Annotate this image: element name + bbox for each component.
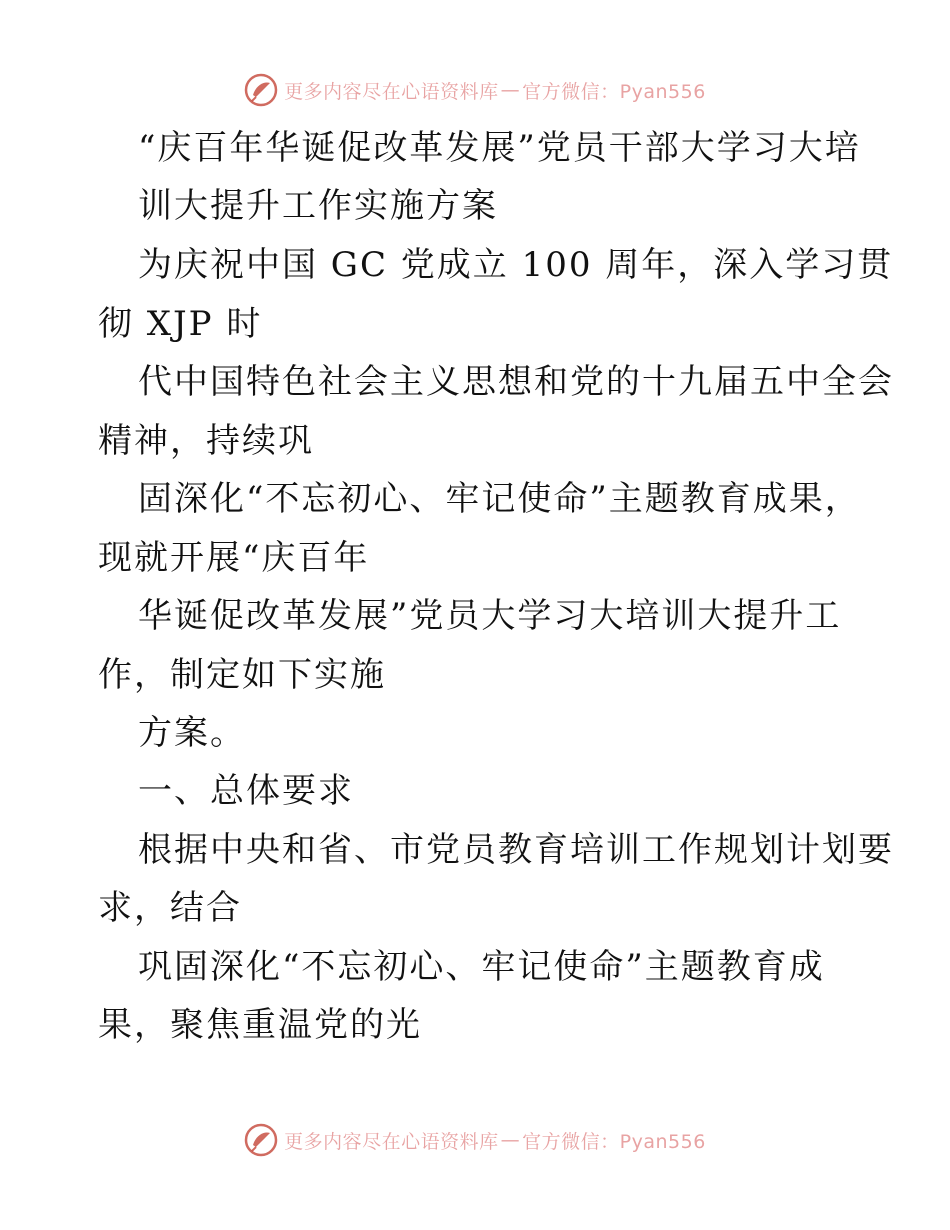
paragraph-line: 方案。	[138, 713, 246, 753]
paragraph-line: 求，结合	[98, 888, 242, 928]
watermark-logo-icon	[244, 73, 278, 107]
watermark-logo-icon	[244, 1123, 278, 1157]
paragraph-line: 固深化“不忘初心、牢记使命”主题教育成果，	[138, 479, 861, 519]
watermark-dash: —	[500, 1129, 521, 1151]
watermark-text: 更多内容尽在心语资料库	[284, 1130, 499, 1153]
paragraph-line: 为庆祝中国 GC 党成立 100 周年，深入学习贯	[138, 245, 894, 285]
watermark-text: 更多内容尽在心语资料库	[284, 80, 499, 103]
paragraph-line: 现就开展“庆百年	[98, 538, 370, 578]
paragraph-line: 根据中央和省、市党员教育培训工作规划计划要	[138, 830, 894, 870]
watermark-footer	[0, 1120, 950, 1160]
paragraph-line: 作，制定如下实施	[98, 655, 386, 695]
watermark-header	[0, 70, 950, 110]
watermark-suffix: 官方微信：Pyan556	[522, 80, 706, 103]
document-title-line-2: 训大提升工作实施方案	[138, 186, 498, 226]
section-heading: 一、总体要求	[138, 771, 354, 811]
paragraph-line: 巩固深化“不忘初心、牢记使命”主题教育成	[138, 947, 825, 987]
paragraph-line: 代中国特色社会主义思想和党的十九届五中全会	[138, 362, 894, 402]
watermark-suffix: 官方微信：Pyan556	[522, 1130, 706, 1153]
paragraph-line: 精神，持续巩	[98, 421, 314, 461]
paragraph-line: 华诞促改革发展”党员大学习大培训大提升工	[138, 596, 842, 636]
paragraph-line: 彻 XJP 时	[98, 304, 263, 344]
document-title-line-1: “庆百年华诞促改革发展”党员干部大学习大培	[138, 128, 861, 168]
watermark-dash: —	[500, 79, 521, 101]
paragraph-line: 果，聚焦重温党的光	[98, 1005, 422, 1045]
